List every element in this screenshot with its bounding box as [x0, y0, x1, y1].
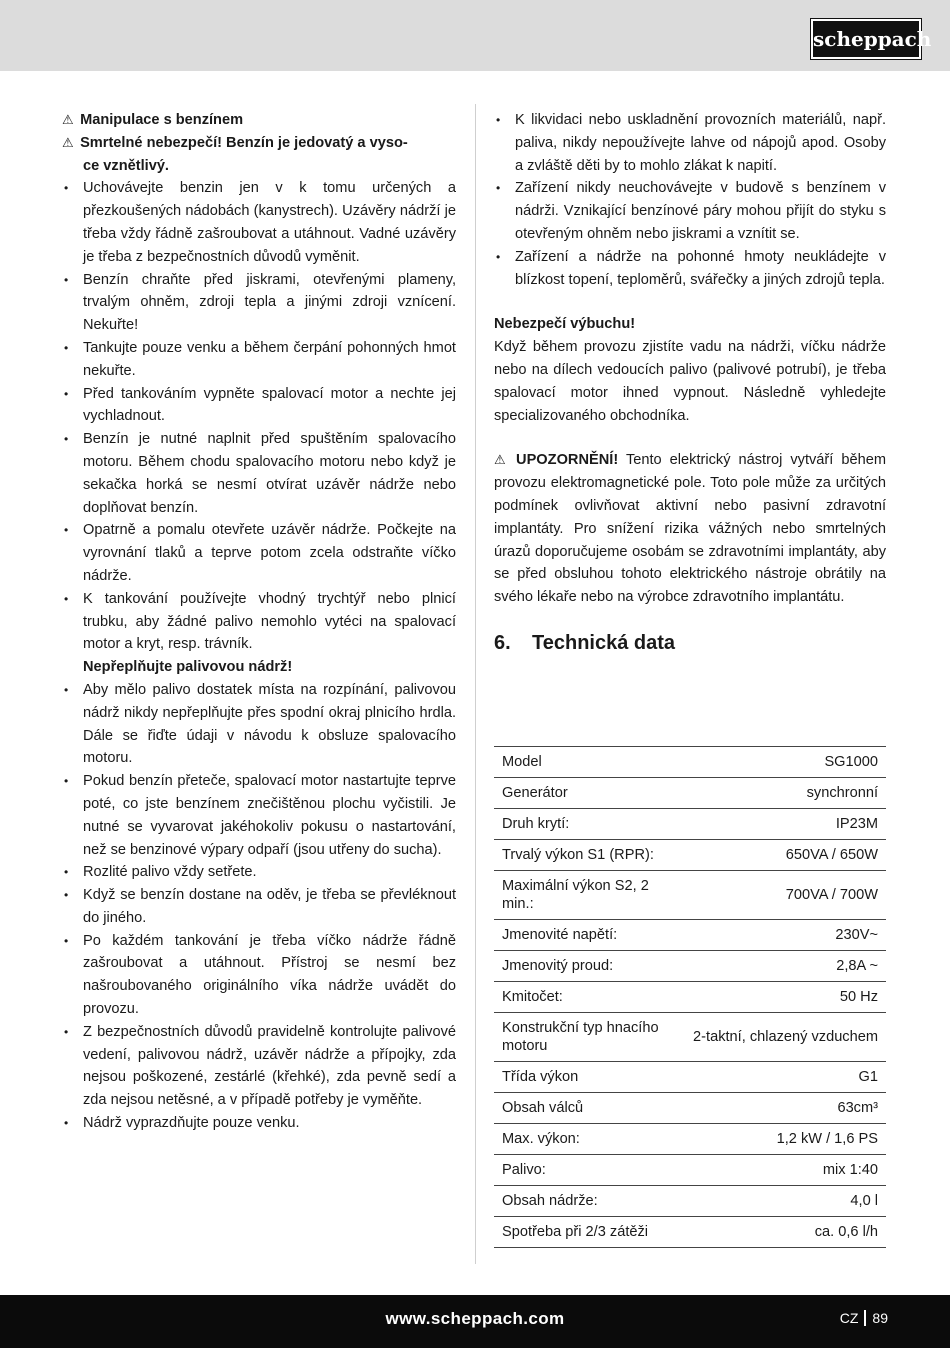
spec-value: 4,0 l: [680, 1186, 886, 1217]
spec-value: 700VA / 700W: [680, 871, 886, 920]
spec-label: Palivo:: [494, 1155, 680, 1186]
list-item: • Uchovávejte benzin jen v k tomu určených a přezkoušených nádobách (kanystrech). Uzávěry nádrží je třeba vždy řádně zašroubovat a utáhnout. Vadné uzávěry je třeba z bezpečnostních důvodů vyměnit.: [62, 177, 456, 268]
list-item: • K likvidaci nebo uskladnění provozních materiálů, např. paliva, nikdy nepoužívejte lahve od nápojů apod. Osoby a zvláště děti by to mohlo zlákat k napití.: [494, 109, 886, 177]
list-item: • Z bezpečnostních důvodů pravidelně kontrolujte palivové vedení, palivovou nádrž, uzávěr nádrže a přípojky, zda nejsou poškozené, zestárlé (křehké), zda pevně sedí a zda nejsou netěsné, a v případě potřeby je vyměňte.: [62, 1021, 456, 1112]
page-indicator: CZ 89: [839, 1310, 888, 1326]
spec-value: 1,2 kW / 1,6 PS: [680, 1124, 886, 1155]
heading-danger-cont: ce vznětlivý.: [83, 157, 169, 174]
spec-label: Trvalý výkon S1 (RPR):: [494, 840, 680, 871]
list-item: • Benzín je nutné naplnit před spuštěním spalovacího motoru. Během chodu spalovacího motoru nebo když je sekačka horká se nesmí otvírat uzávěr nádrže nebo doplňovat benzín.: [62, 428, 456, 519]
spec-label: Max. výkon:: [494, 1124, 680, 1155]
spec-label: Kmitočet:: [494, 982, 680, 1013]
spec-value: 50 Hz: [680, 982, 886, 1013]
bullet-list-b: [62, 679, 456, 1135]
spec-label: Maximální výkon S2, 2 min.:: [494, 871, 680, 920]
right-column: [494, 109, 886, 657]
heading-explosion: Nebezpečí výbuchu!: [494, 316, 636, 333]
spec-label: Konstrukční typ hnacího motoru: [494, 1013, 680, 1062]
list-item: • Nádrž vyprazdňujte pouze venku.: [62, 1112, 456, 1135]
spec-label: Spotřeba při 2/3 zátěži: [494, 1217, 680, 1248]
table-row: [494, 1155, 886, 1186]
header-band: [0, 0, 950, 71]
list-item: • Pokud benzín přeteče, spalovací motor nastartujte teprve poté, co jste benzínem znečištěnou plochu vyčistili. Je nutné se vyvarovat jakéhokoliv pokusu o nastartování, než se benzinové výpary odpaří (jsou utřeny do sucha).: [62, 770, 456, 861]
list-item: • Před tankováním vypněte spalovací motor a nechte jej vychladnout.: [62, 383, 456, 429]
list-item: • Zařízení nikdy neuchovávejte v budově s benzínem v nádrži. Vznikající benzínové páry mohou přijít do styku s otevřeným ohněm nebo jiskrami a vznítit se.: [494, 177, 886, 245]
warning-text: Tento elektrický nástroj vytváří během provozu elektromagnetické pole. Toto pole může za určitých podmínek ovlivňovat aktivní nebo pasivní zdravotní implantáty. Pro snížení rizika vážných nebo smrtelných úrazů doporučujeme osobám se zdravotními implantáty, aby se před obsluhou tohoto elektrického nástroje obrátily na svého lékaře nebo na výrobce zdravotního implantátu.: [494, 452, 886, 606]
explosion-paragraph: Když během provozu zjistíte vadu na nádrži, víčku nádrže nebo na dílech vedoucích palivo (palivové potrubí), je třeba spalovací motor ihned vypnout. Následně vyhledejte specializovaného obchodníka.: [494, 339, 886, 424]
heading-overfill: Nepřeplňujte palivovou nádrž!: [83, 659, 293, 676]
spec-label: Obsah nádrže:: [494, 1186, 680, 1217]
list-item: • Po každém tankování je třeba víčko nádrže řádně zašroubovat a utáhnout. Přístroj se nesmí bez našroubovaného originálního víka nádrže uvádět do provozu.: [62, 930, 456, 1021]
table-row: [494, 920, 886, 951]
spec-label: Obsah válců: [494, 1093, 680, 1124]
table-row: [494, 1093, 886, 1124]
table-row: [494, 871, 886, 920]
spec-value: 650VA / 650W: [680, 840, 886, 871]
table-row: [494, 982, 886, 1013]
spec-value: IP23M: [680, 809, 886, 840]
spec-value: 2-taktní, chlazený vzduchem: [680, 1013, 886, 1062]
table-row: [494, 747, 886, 778]
spec-value: 63cm³: [680, 1093, 886, 1124]
spec-value: synchronní: [680, 778, 886, 809]
list-item: • Když se benzín dostane na oděv, je třeba se převléknout do jiného.: [62, 884, 456, 930]
bullet-list-c: [494, 109, 886, 291]
spec-label: Model: [494, 747, 680, 778]
list-item: • Zařízení a nádrže na pohonné hmoty neukládejte v blízkost topení, teploměrů, svářečky a jiných zdrojů tepla.: [494, 246, 886, 292]
spec-value: ca. 0,6 l/h: [680, 1217, 886, 1248]
bullet-list-a: [62, 177, 456, 656]
spec-value: mix 1:40: [680, 1155, 886, 1186]
table-row: [494, 778, 886, 809]
list-item: • Tankujte pouze venku a během čerpání pohonných hmot nekuřte.: [62, 337, 456, 383]
spec-value: 230V~: [680, 920, 886, 951]
warning-paragraph: [494, 449, 886, 609]
brand-logo: scheppach: [811, 19, 921, 59]
heading-danger: ⚠ Smrtelné nebezpečí! Benzín je jedovatý a vyso-: [62, 132, 456, 155]
warning-label: UPOZORNĚNÍ!: [516, 452, 619, 469]
spec-value: G1: [680, 1062, 886, 1093]
table-row: [494, 951, 886, 982]
warning-triangle-icon: ⚠: [62, 134, 74, 150]
list-item: • K tankování používejte vhodný trychtýř nebo plnicí trubku, aby žádné palivo nemohlo vytéci na spalovací motor a kryt, resp. trávník.: [62, 588, 456, 656]
list-item: • Aby mělo palivo dostatek místa na rozpínání, palivovou nádrž nikdy nepřeplňujte přes spodní okraj plnicího hrdla. Dále se řiďte údaji v návodu k obsluze spalovacího motoru.: [62, 679, 456, 770]
heading-fuel-handling: ⚠ Manipulace s benzínem: [62, 109, 456, 132]
table-row: [494, 1062, 886, 1093]
table-row: [494, 809, 886, 840]
list-item: • Opatrně a pomalu otevřete uzávěr nádrže. Počkejte na vyrovnání tlaků a teprve potom zcela odstraňte víčko nádrže.: [62, 519, 456, 587]
warning-triangle-icon: ⚠: [62, 112, 74, 127]
table-row: [494, 1186, 886, 1217]
table-row: [494, 1013, 886, 1062]
spec-label: Generátor: [494, 778, 680, 809]
tech-data-table: [494, 746, 886, 1248]
spec-value: 2,8A ~: [680, 951, 886, 982]
footer-url[interactable]: www.scheppach.com: [385, 1309, 565, 1328]
column-divider: [475, 104, 476, 1264]
spec-value: SG1000: [680, 747, 886, 778]
table-row: [494, 840, 886, 871]
warning-triangle-icon: ⚠: [494, 452, 506, 468]
spec-label: Jmenovitý proud:: [494, 951, 680, 982]
spec-label: Třída výkon: [494, 1062, 680, 1093]
spec-label: Jmenovité napětí:: [494, 920, 680, 951]
footer: [0, 1295, 950, 1348]
table-row: [494, 1124, 886, 1155]
list-item: • Rozlité palivo vždy setřete.: [62, 861, 456, 884]
table-row: [494, 1217, 886, 1248]
left-column: [62, 109, 456, 1135]
list-item: • Benzín chraňte před jiskrami, otevřenými plameny, trvalým ohněm, zdroji tepla a jinými zdroji vznícení. Nekuřte!: [62, 269, 456, 337]
spec-label: Druh krytí:: [494, 809, 680, 840]
section-title: 6. Technická data: [494, 631, 676, 654]
